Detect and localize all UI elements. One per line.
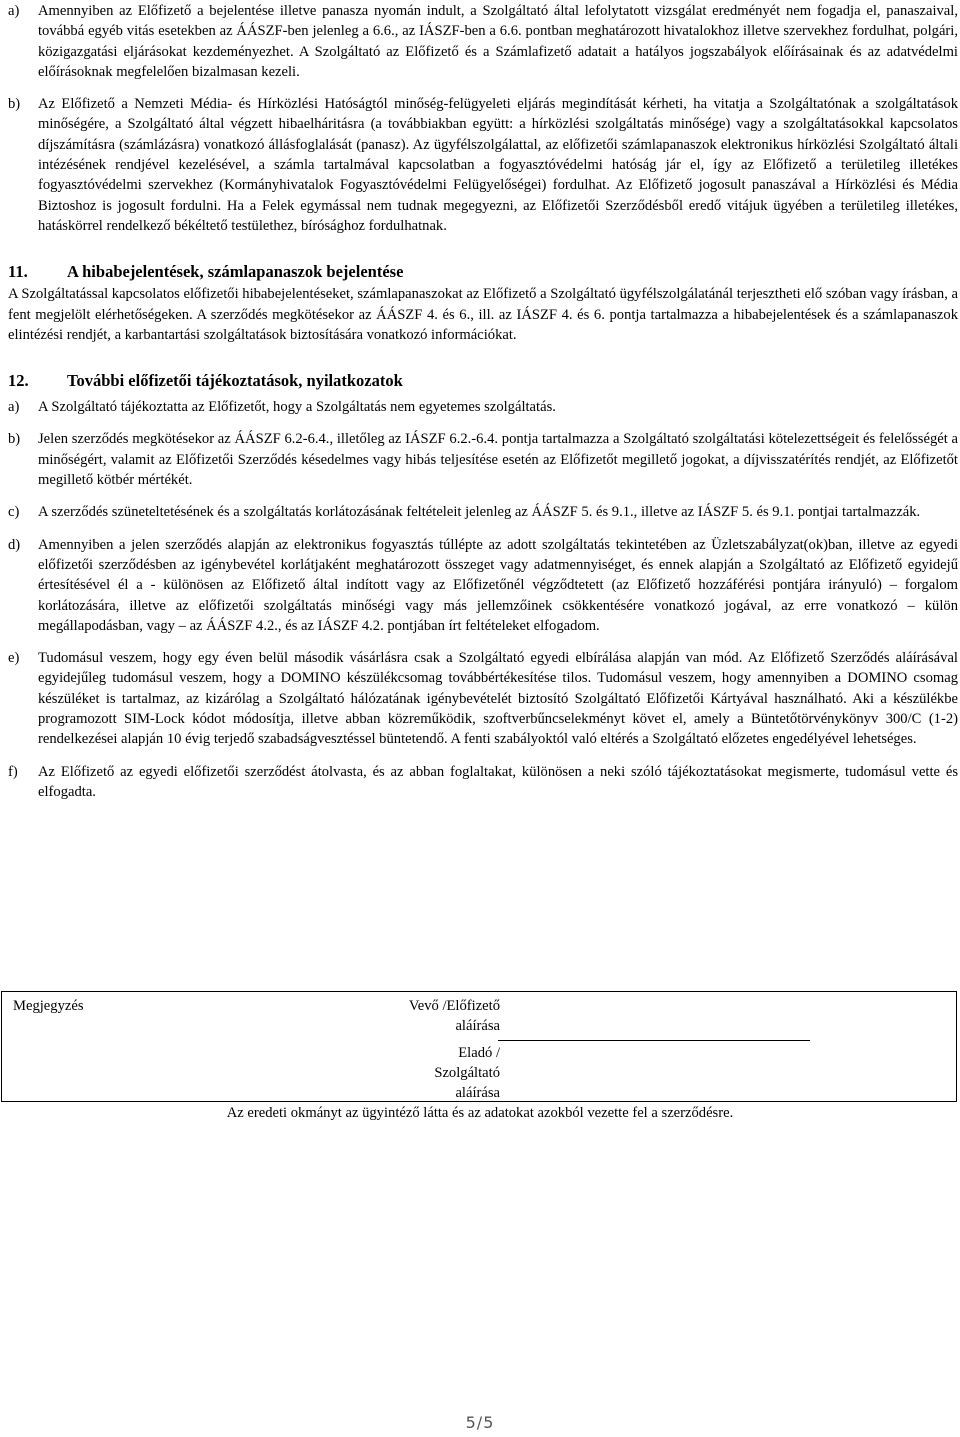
page-number: 5/5: [465, 1413, 495, 1432]
list-item: [8, 535, 958, 636]
note-label: Megjegyzés: [13, 998, 84, 1014]
item-text: Tudomásul veszem, hogy egy éven belül második vásárlásra csak a Szolgáltató egyedi elbírálása alapján van mód. Az Előfizető Szerződés aláírásával egyidejűleg tudomásul veszem, hogy a DOMINO készülékcsomag továbbértékesítése tilos. Tudomásul veszem, hogy amennyiben a DOMINO csomag készüléket is tartalmaz, az kizárólag a Szolgáltató hálózatának igénybevételét biztosító Szolgáltató Előfizetői Kártyával használható. Aki a készülékbe programozott SIM-Lock kódot módosítja, illetve abban közreműködik, szoftverbűncselekményt követ el, amely a Büntetőtörvénykönyv 300/C (1-2) rendelkezései alapján 10 évig terjedő szabadságvesztéssel büntetendő. A fenti szabályoktól való eltérés a Szolgáltató előzetes engedélyével lehetséges.: [38, 650, 958, 748]
item-text: Az Előfizető a Nemzeti Média- és Hírközlési Hatóságtól minőség-felügyeleti eljárás megindítását kérheti, ha vitatja a Szolgáltatónak a szolgáltatások minőségére, a Szolgáltató által végzett hibaelháritásra (a továbbiakban együtt: a hírközlési szolgáltatás minősége) vagy a szolgáltatásokkal kapcsolatos díjszámításra (számlázásra) vonatkozó állásfoglalását (panasz). Az ügyfélszolgálattal, az előfizetői számlapanaszok elektronikus hírközlési Szolgáltató általi intézésének rendjével kezelésével, a számla tartalmával kapcsolatban a fogyasztóvédelmi hatóság jár el, így az Előfizető a területileg illetékes fogyasztóvédelmi szervekhez (Kormányhivatalok Fogyasztóvédelmi Felügyelőségei) fordulhat. Az Előfizető jogosult panaszával a Hírközlési és Média Biztoshoz is jogosult fordulni. Ha a Felek egymással nem tudnak megegyezni, az Előfizetői Szerződésből eredő vitájuk ügyében a területileg illetékes, hatáskörrel rendelkező békéltető testülethez, bírósághoz fordulhatnak.: [38, 96, 958, 234]
section-heading: [8, 371, 958, 391]
item-label: e): [8, 650, 20, 667]
buyer-label-line: aláírása: [455, 1018, 500, 1034]
item-text: A Szolgáltató tájékoztatta az Előfizetőt, hogy a Szolgáltatás nem egyetemes szolgáltatás.: [38, 399, 556, 416]
list-item: [8, 648, 958, 749]
item-label: c): [8, 504, 20, 521]
list-item: [8, 397, 958, 417]
section-paragraph: A Szolgáltatással kapcsolatos előfizetői hibabejelentéseket, számlapanaszokat az Előfizető a Szolgáltató ügyfélszolgálatánál terjesztheti elő szóban vagy írásban, a fent megjelölt elérhetőségeken. A szerződés megkötésekor az ÁÁSZF 4. és 6., ill. az IÁSZF 4. és 6. pontja tartalmazza a hibabejelentések és a számlapanaszok elintézési rendjét, a karbantartási szolgáltatások biztosítására vonatkozó információkat.: [8, 286, 958, 343]
document-body: [8, 1, 958, 802]
list-item: [8, 1, 958, 82]
original-document-note: Az eredeti okmányt az ügyintéző látta és az adatokat azokból vezette fel a szerződésre.: [226, 1105, 734, 1121]
buyer-label-line: Vevő /Előfizető: [408, 998, 500, 1014]
list-item: [8, 94, 958, 236]
buyer-signature-label: [384, 996, 500, 1036]
item-text: Az Előfizető az egyedi előfizetői szerződést átolvasta, és az abban foglaltakat, különösen a neki szóló tájékoztatásokat megismerte, tudomásul vette és elfogadta.: [38, 763, 958, 800]
section-title: További előfizetői tájékoztatások, nyilatkozatok: [67, 371, 403, 391]
item-text: Jelen szerződés megkötésekor az ÁÁSZF 6.2-6.4., illetőleg az IÁSZF 6.2.-6.4. pontja tartalmazza a Szolgáltató szolgáltatási kötelezettségeit és felelősségét a minőségért, valamit az Előfizetői Szerződés késedelmes vagy hibás teljesítése esetén az Előfizetőt megillető jogokat, a díjvisszatérítés rendjét, az Előfizetőt megillető kötbér mértékét.: [38, 431, 958, 489]
seller-signature-label: [394, 1043, 500, 1103]
list-item: [8, 429, 958, 490]
list-item: [8, 762, 958, 803]
item-label: a): [8, 399, 20, 416]
item-text: A szerződés szüneteltetésének és a szolgáltatás korlátozásának feltételeit jelenleg az ÁÁSZF 5. és 9.1., illetve az IÁSZF 5. és 9.1. pontjai tartalmazzák.: [38, 504, 921, 521]
signature-line: [498, 1040, 810, 1041]
signature-table: [1, 991, 957, 1102]
seller-label-line: aláírása: [455, 1085, 500, 1101]
seller-label-line: Eladó /: [458, 1045, 500, 1061]
item-label: a): [8, 3, 20, 19]
section-number: 12.: [8, 371, 29, 391]
section-number: 11.: [8, 262, 28, 282]
item-text: Amennyiben a jelen szerződés alapján az elektronikus fogyasztás túllépte az adott szolgáltatás tekintetében az Üzletszabályzat(ok)ban, illetve az egyedi előfizetői szerződésben az igénybevétel korlátjaként meghatározott összeget vagy adatmennyiséget, és ennek alapján a Szolgáltató az Előfizető egyidejű értesítésével él a - különösen az Előfizető által indított vagy az Előfizetőnél végződtetett (az Előfizető hozzáférési pontjára irányuló) – forgalom korlátozására, illetve az előfizetői szolgáltatás minőségi vagy más jellemzőinek csökkentésére vonatkozó jogával, az erre vonatkozó – külön megállapodásban, vagy – az ÁÁSZF 4.2., és az IÁSZF 4.2. pontjában írt feltételeket elfogadom.: [38, 536, 958, 634]
section-title: A hibabejelentések, számlapanaszok bejelentése: [67, 262, 404, 282]
item-label: b): [8, 96, 21, 113]
section-heading: [8, 262, 958, 282]
item-label: f): [8, 763, 18, 780]
list-item: [8, 502, 958, 522]
item-label: d): [8, 536, 21, 553]
item-label: b): [8, 431, 21, 448]
item-text: Amennyiben az Előfizető a bejelentése illetve panasza nyomán indult, a Szolgáltató által lefolytatott vizsgálat eredményét nem fogadja el, panaszaival, továbbá egyéb vitás esetekben az ÁÁSZF-ben jelenleg a 6.6., az IÁSZF-ben a 6.6. pontban meghatározott hivatalokhoz illetve szervekhez fordulhat, polgári, közigazgatási eljárásokat kezdeményezhet. A Szolgáltató az Előfizető és a Számlafizető adatait a hatályos jogszabályok előírásainak és az adatvédelmi előírásoknak megfelelően bizalmasan kezeli.: [38, 3, 958, 80]
seller-label-line: Szolgáltató: [434, 1065, 500, 1081]
